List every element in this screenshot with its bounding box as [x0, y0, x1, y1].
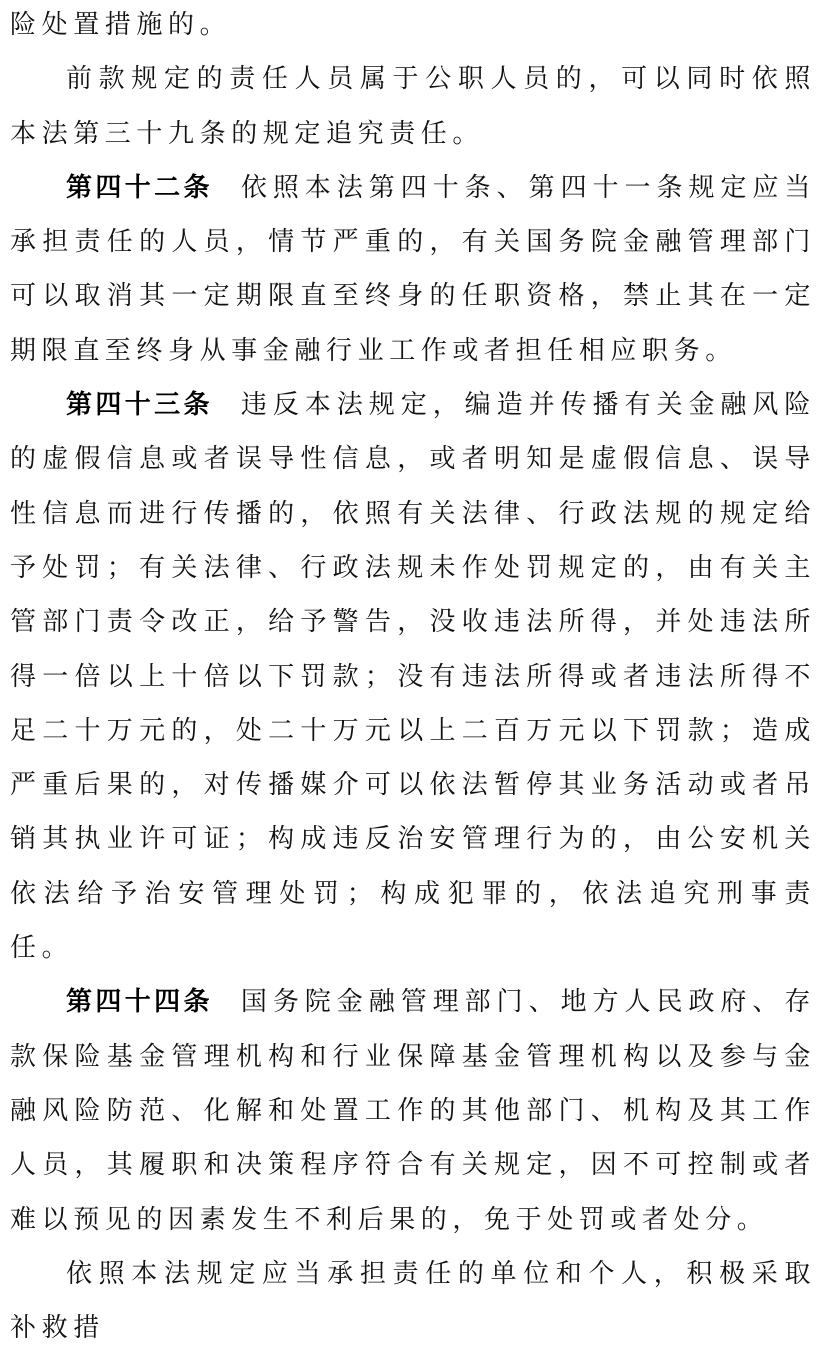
- article-number: 第四十二条: [66, 172, 213, 203]
- paragraph: [10, 1247, 816, 1355]
- paragraph-text: 依照本法规定应当承担责任的单位和个人，积极采取补救措: [10, 1258, 816, 1344]
- article-42: [10, 161, 816, 378]
- article-43: [10, 378, 816, 975]
- article-text: 违反本法规定，编造并传播有关金融风险的虚假信息或者误导性信息，或者明知是虚假信息、误导性信息而进行传播的，依照有关法律、行政法规的规定给予处罚；有关法律、行政法规未作处罚规定的，由有关主管部门责令改正，给予警告，没收违法所得，并处违法所得一倍以上十倍以下罚款；没有违法所得或者违法所得不足二十万元的，处二十万元以上二百万元以下罚款；造成严重后果的，对传播媒介可以依法暂停其业务活动或者吊销其执业许可证；构成违反治安管理行为的，由公安机关依法给予治安管理处罚；构成犯罪的，依法追究刑事责任。: [10, 390, 816, 964]
- paragraph-text: 险处置措施的。: [10, 10, 232, 40]
- article-number: 第四十四条: [66, 987, 213, 1018]
- article-44: [10, 975, 816, 1246]
- paragraph: [10, 52, 816, 161]
- paragraph-continuation: [10, 0, 816, 52]
- document-page: [10, 0, 816, 1344]
- paragraph-text: 前款规定的责任人员属于公职人员的，可以同时依照本法第三十九条的规定追究责任。: [10, 64, 816, 149]
- article-text: 依照本法第四十条、第四十一条规定应当承担责任的人员，情节严重的，有关国务院金融管理部门可以取消其一定期限直至终身的任职资格，禁止其在一定期限直至终身从事金融行业工作或者担任相应职务。: [10, 172, 816, 366]
- article-text: 国务院金融管理部门、地方人民政府、存款保险基金管理机构和行业保障基金管理机构以及参与金融风险防范、化解和处置工作的其他部门、机构及其工作人员，其履职和决策程序符合有关规定，因不可控制或者难以预见的因素发生不利后果的，免于处罚或者处分。: [10, 987, 816, 1235]
- article-number: 第四十三条: [66, 390, 213, 421]
